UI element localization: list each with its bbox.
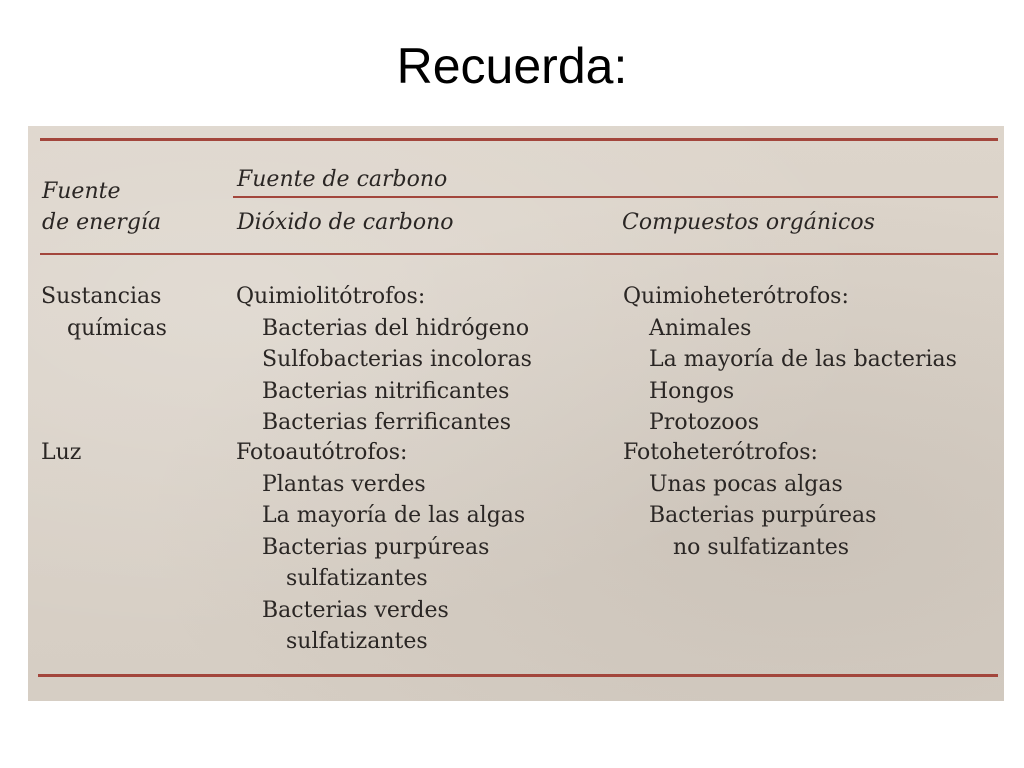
- energy-label: Luz: [41, 440, 82, 465]
- list-item: Bacterias verdes: [262, 597, 449, 623]
- list-item: Unas pocas algas: [649, 471, 843, 497]
- group-label: Fotoautótrofos:: [236, 440, 408, 465]
- list-item: Hongos: [649, 378, 735, 404]
- list-item-continuation: sulfatizantes: [286, 566, 428, 591]
- list-item: Protozoos: [649, 410, 760, 435]
- list-item: Bacterias ferrificantes: [262, 410, 512, 435]
- header-carbon-source: Fuente de carbono: [237, 167, 448, 192]
- header-energy-source-line1: Fuente: [42, 179, 121, 204]
- row-light-co2-cell: [236, 437, 525, 658]
- top-rule: [40, 138, 998, 141]
- row-light-energy-cell: [41, 437, 81, 469]
- list-item-continuation: sulfatizantes: [286, 629, 428, 654]
- slide-title: Recuerda:: [396, 38, 628, 94]
- header-bottom-rule: [40, 253, 998, 255]
- list-item: La mayoría de las algas: [262, 503, 526, 528]
- list-item: Animales: [649, 315, 752, 341]
- row-chemical-organic-cell: [623, 281, 957, 439]
- energy-label: Sustancias: [41, 284, 162, 309]
- list-item: Bacterias del hidrógeno: [262, 315, 530, 341]
- bottom-rule: [38, 674, 998, 677]
- header-energy-source-line2: de energía: [42, 210, 162, 235]
- row-chemical-co2-cell: [236, 281, 532, 439]
- header-co2: Dióxido de carbono: [237, 210, 454, 235]
- row-chemical-energy-cell: [41, 281, 167, 344]
- list-item-continuation: no sulfatizantes: [673, 534, 850, 560]
- list-item: Bacterias nitrificantes: [262, 378, 510, 404]
- list-item: Bacterias purpúreas: [262, 534, 490, 560]
- header-rule: [233, 196, 998, 198]
- list-item: La mayoría de las bacterias: [649, 347, 957, 372]
- energy-label: químicas: [67, 315, 167, 341]
- header-organic: Compuestos orgánicos: [622, 210, 875, 235]
- list-item: Bacterias purpúreas: [649, 503, 877, 528]
- list-item: Sulfobacterias incoloras: [262, 347, 532, 372]
- group-label: Quimioheterótrofos:: [623, 284, 849, 309]
- group-label: Fotoheterótrofos:: [623, 440, 818, 465]
- list-item: Plantas verdes: [262, 471, 426, 497]
- table-photo: [28, 126, 1004, 701]
- group-label: Quimiolitótrofos:: [236, 284, 426, 309]
- row-light-organic-cell: [623, 437, 876, 563]
